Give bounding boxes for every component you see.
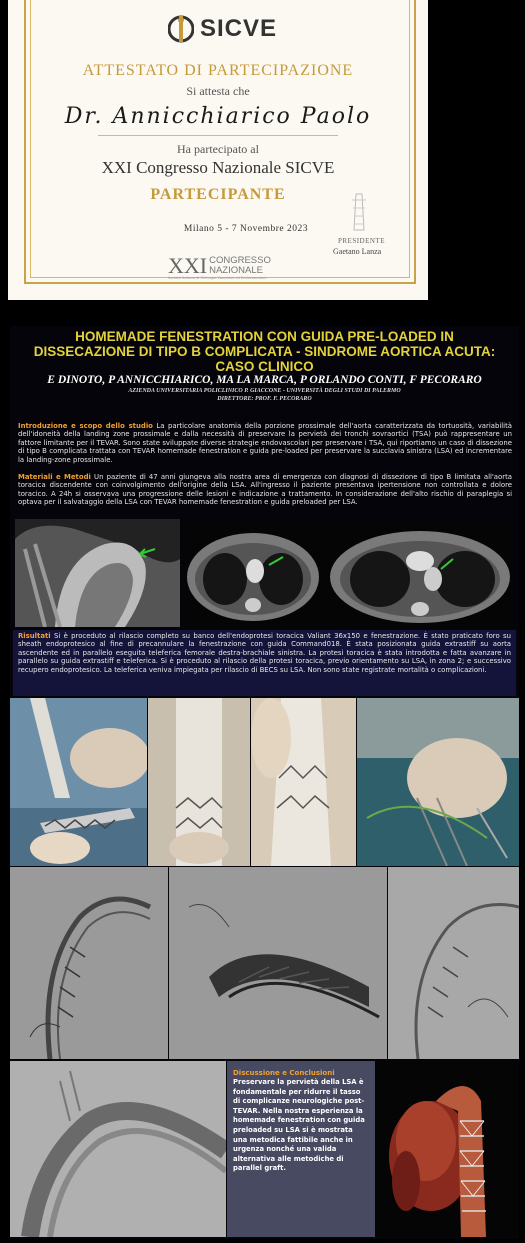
ct-axial-image-1 [183, 519, 323, 627]
poster-title [10, 329, 519, 374]
discussion-heading: Discussione e Conclusioni [233, 1069, 335, 1077]
discussion-text: Preservare la pervietà della LSA è fondamentale per ridurre il tasso di complicanze neurologiche post-TEVAR. Nella nostra esperienza la homemade fenestration con guida preloaded su LSA si è mostrata una metodica fattibile anche in urgenza nonché una valida alternativa alle metodiche di parallel graft. [233, 1078, 365, 1173]
president-label: PRESIDENTE [338, 237, 385, 245]
tower-icon [344, 190, 374, 234]
surgical-photo-3 [251, 698, 356, 866]
angiography-image-1 [10, 867, 168, 1059]
methods-text: Un paziente di 47 anni giungeva alla nostra area di emergenza con diagnosi di dissezione di tipo B limitata all'aorta toracica discendente con coinvolgimento dell'origine della LSA. All'ingresso il paziente presentava ipertensione non controllata e dolore toracico. A 24h si osservava una progressione delle lesioni e indicazione a trattamento. In considerazione dell'alto rischio di paraplegia si optava per il salvataggio della LSA con TEVAR homemade fenestration e guida preloaded per LSA. [18, 473, 512, 507]
participation-certificate [8, 0, 428, 300]
angiography-image-2 [169, 867, 387, 1059]
sicve-logo [168, 14, 277, 44]
surgical-photo-4 [357, 698, 519, 866]
scientific-poster [10, 326, 519, 1239]
intro-section [18, 422, 512, 470]
methods-section [18, 473, 512, 519]
recipient-name: Dr. Annicchiarico Paolo [64, 104, 372, 129]
results-heading: Risultati [18, 632, 51, 640]
sicve-logo-icon [168, 14, 194, 44]
logo-text: SICVE [200, 15, 278, 42]
surgical-photo-1 [10, 698, 147, 866]
footer-logo-line2: NAZIONALE [209, 265, 263, 276]
certificate-subtitle: Si attesta che [186, 84, 250, 98]
certificate-title: ATTESTATO DI PARTECIPAZIONE [82, 62, 354, 79]
footer-logo-number: XXI [168, 253, 208, 278]
poster-title-line2: DISSECAZIONE DI TIPO B COMPLICATA - SINDROME AORTICA ACUTA: [33, 344, 496, 359]
ct-sagittal-image [15, 519, 180, 627]
participant-role: PARTECIPANTE [150, 186, 286, 203]
footer-logo-line1: CONGRESSO [209, 255, 271, 266]
participation-text: Ha partecipato al [177, 142, 259, 156]
intro-heading: Introduzione e scopo dello studio [18, 422, 153, 430]
methods-heading: Materiali e Metodi [18, 473, 91, 481]
congress-date: Milano 5 - 7 Novembre 2023 [183, 224, 308, 234]
poster-director: DIRETTORE: PROF. F. PECORARO [217, 396, 312, 402]
name-underline [98, 135, 338, 136]
poster-authors: E DINOTO, P ANNICCHIARICO, MA LA MARCA, P ORLANDO CONTI, F PECORARO [47, 374, 482, 386]
poster-title-line1: HOMEMADE FENESTRATION CON GUIDA PRE-LOADED IN [75, 329, 454, 344]
discussion-section [227, 1061, 375, 1237]
angiography-image-4 [10, 1061, 226, 1237]
poster-title-line3: CASO CLINICO [215, 359, 314, 374]
intro-text: La particolare anatomia della porzione prossimale dell'aorta caratterizzata da tortuosità, variabilità dell'idoneità della landing zone prossimale e dalla necessità di preservare la pervietà dei tronchi sovraortici (TSA) può rappresentare un fattore limitante per il TEVAR. Sono state sviluppate diverse strategie endovascolari per preservare i TSA, qui riportiamo un caso di dissezione di tipo B complicata trattata con TEVAR homemade fenestration e guida pre-loaded per preservare la succlavia sinistra (LSA) ed incrementare la landing-zone prossimale. [18, 422, 512, 464]
surgical-photo-2 [148, 698, 250, 866]
congress-name: XXI Congresso Nazionale SICVE [101, 158, 335, 177]
president-name: Gaetano Lanza [333, 247, 382, 256]
angiography-image-3 [388, 867, 519, 1059]
ct-axial-image-2 [325, 519, 514, 627]
results-text: Si è proceduto al rilascio completo su banco dell'endoprotesi toracica Valiant 36x150 e fenestrazione. È stato praticato foro su sheath endoprotesico al fine di precannulare la fenestrazione con guida Command018. È stata posizionata guida extrastiff su aorta ascendente ed in parallelo eseguita teleferica femorale destra-brachiale sinistra. La protesi toracica è stata introdotta e fatta avanzare in parallelo su guida extrastiff e teleferica. Si è proceduto al rilascio della protesi toracica, previo orientamento su LSA, in zona 2; e successivo recupero endoprotesico. La teleferica veniva impiegata per rilascio di BECS su LSA. Non sono state registrate mortalità o complicazioni. [18, 632, 511, 674]
poster-affiliation: AZIENDA UNIVERSITARIA POLICLINICO P. GIACCONE - UNIVERSITÀ DEGLI STUDI DI PALERMO [128, 388, 401, 394]
footer-logo-tag: Società Italiana di Chirurgia Vascolare ed Endovascolare [168, 276, 267, 280]
results-section [13, 630, 516, 696]
3d-reconstruction-image [376, 1061, 519, 1237]
